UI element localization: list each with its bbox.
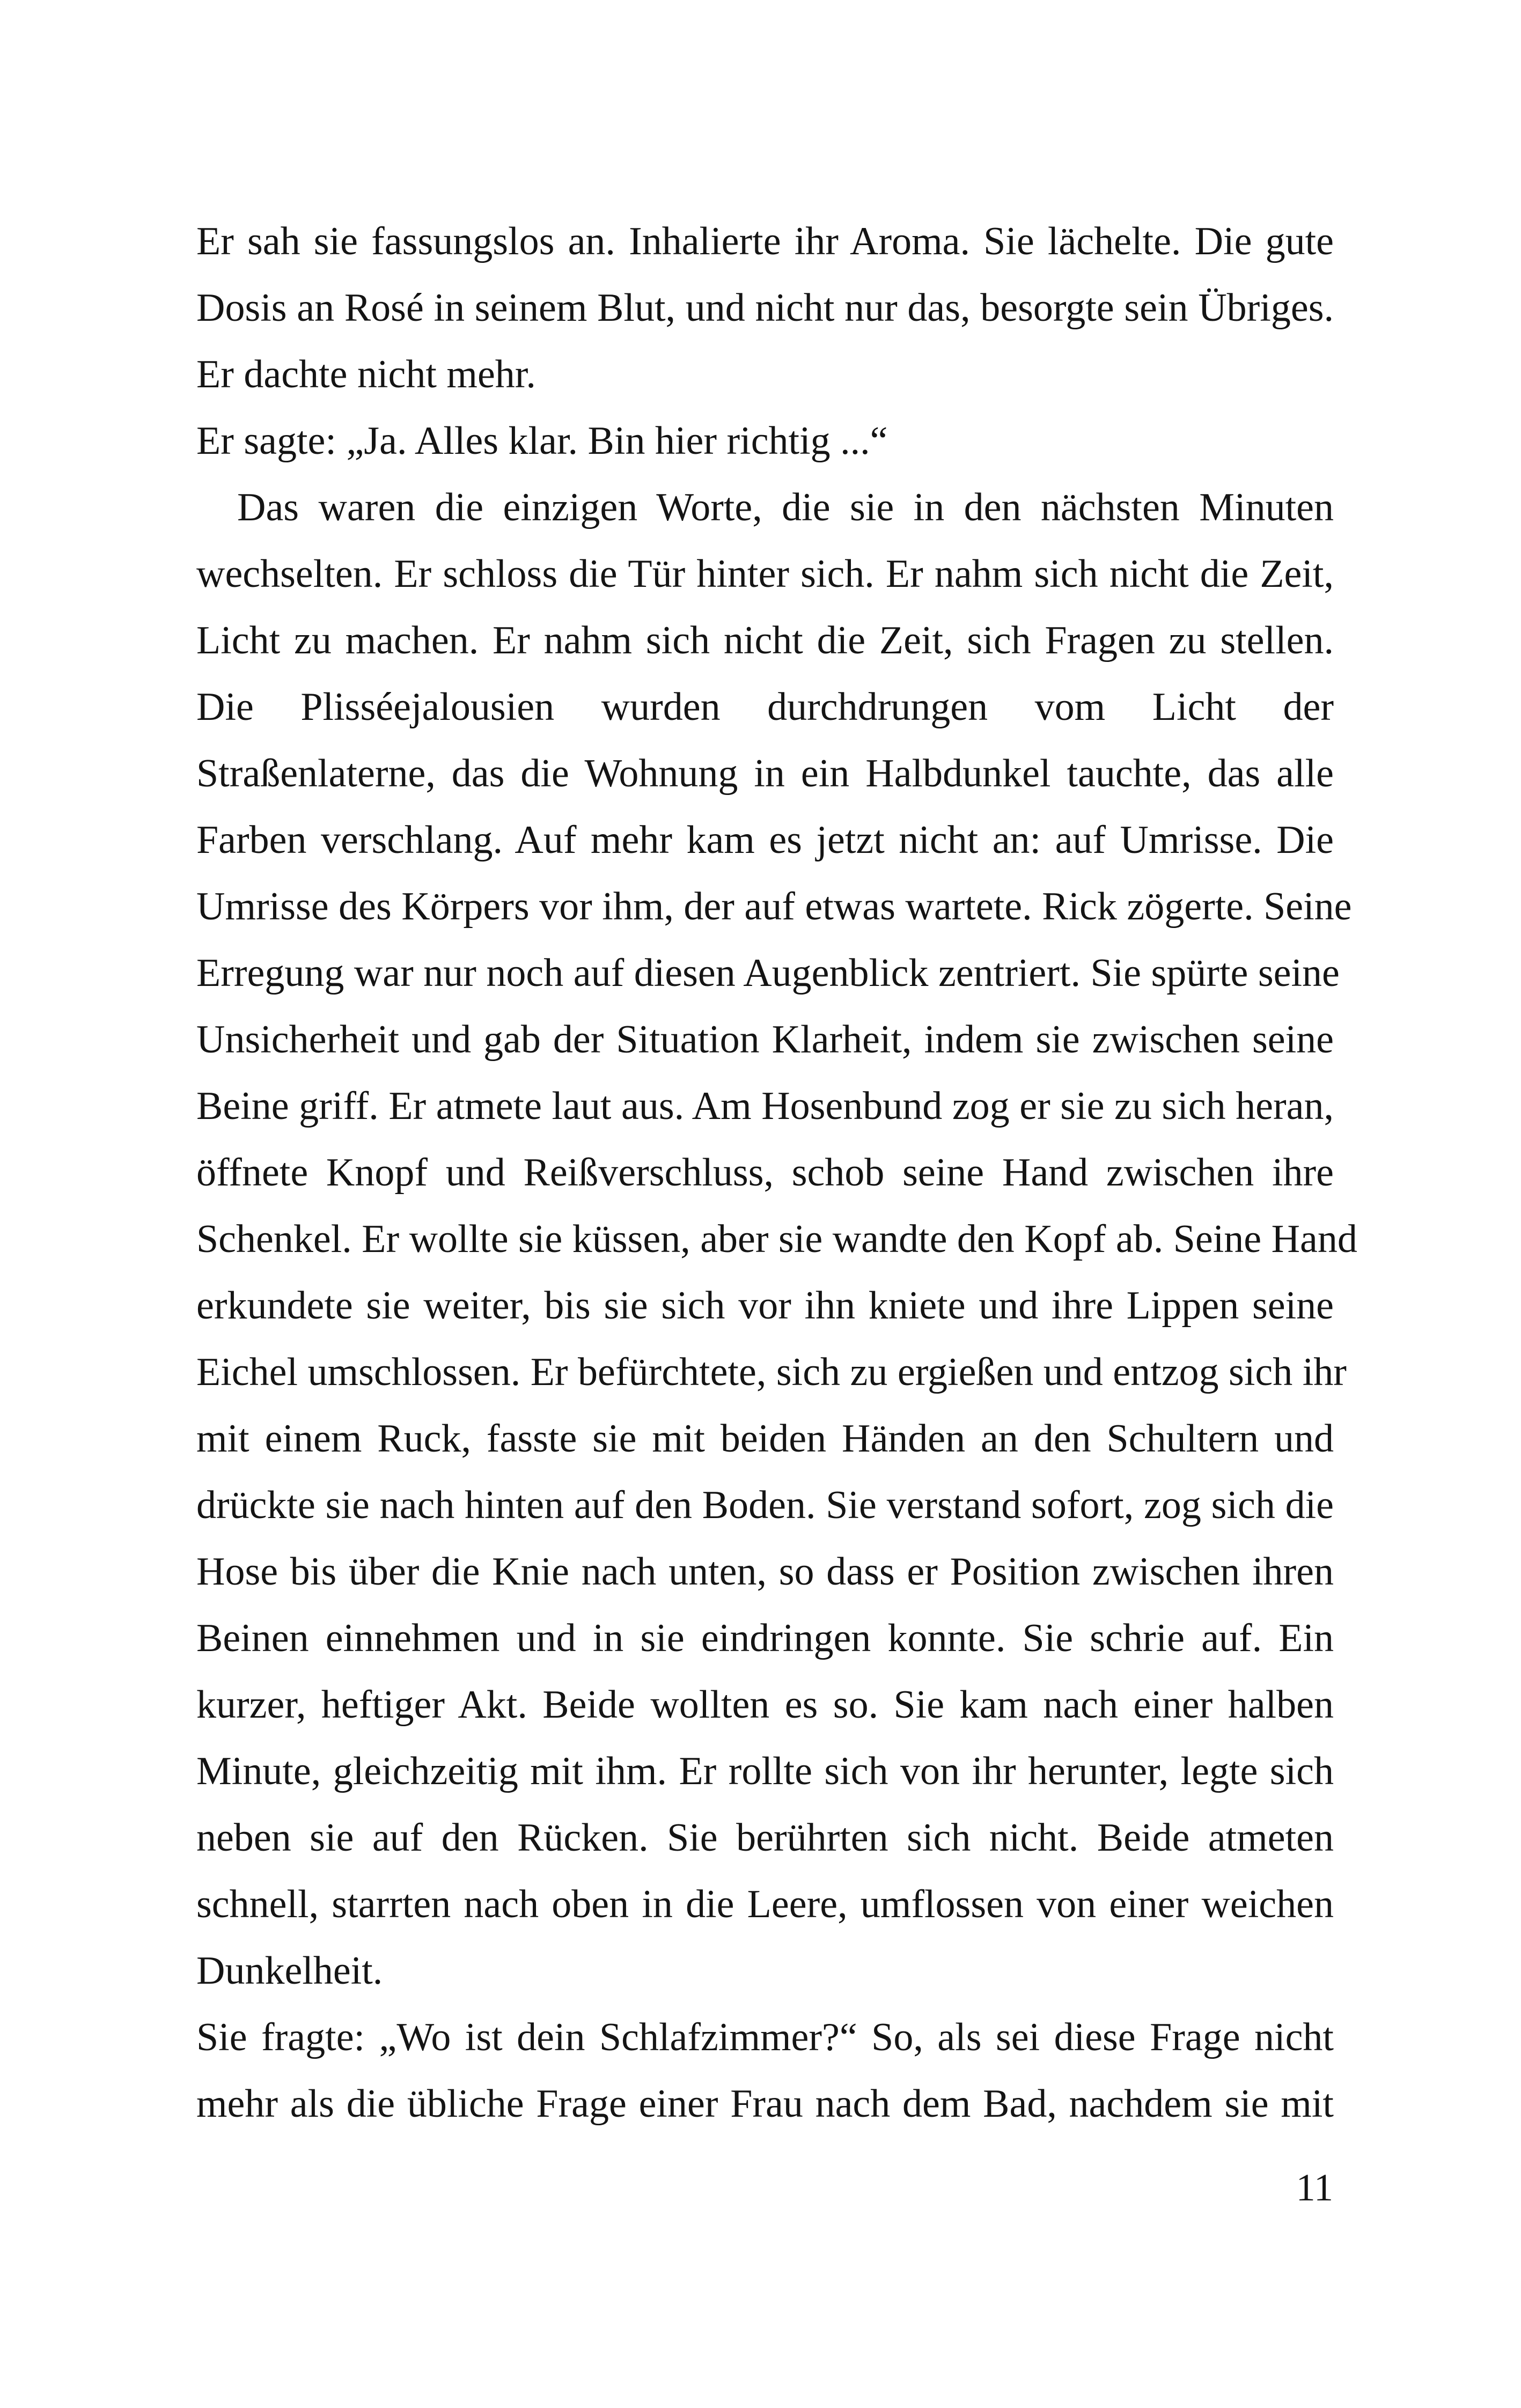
text-line: Umrisse des Körpers vor ihm, der auf etwas wartete. Rick zögerte. Seine xyxy=(196,885,1352,929)
text-line: schnell, starrten nach oben in die Leere, umflossen von einer weichen xyxy=(196,1882,1334,1926)
text-line: wechselten. Er schloss die Tür hinter sich. Er nahm sich nicht die Zeit, xyxy=(196,552,1334,596)
text-line: Eichel umschlossen. Er befürchtete, sich zu ergießen und entzog sich ihr xyxy=(196,1350,1347,1394)
text-line: Straßenlaterne, das die Wohnung in ein Halbdunkel tauchte, das alle xyxy=(196,752,1334,796)
text-line: Die Plisséejalousien wurden durchdrungen vom Licht der xyxy=(196,685,1334,729)
text-line: neben sie auf den Rücken. Sie berührten sich nicht. Beide atmeten xyxy=(196,1816,1334,1860)
text-line: Erregung war nur noch auf diesen Augenblick zentriert. Sie spürte seine xyxy=(196,951,1340,995)
text-line: Minute, gleichzeitig mit ihm. Er rollte sich von ihr herunter, legte sich xyxy=(196,1749,1334,1793)
text-line: Er sah sie fassungslos an. Inhalierte ihr Aroma. Sie lächelte. Die gute xyxy=(196,219,1334,263)
text-line: mit einem Ruck, fasste sie mit beiden Händen an den Schultern und xyxy=(196,1417,1334,1461)
text-line: Das waren die einzigen Worte, die sie in den nächsten Minuten xyxy=(237,485,1334,529)
text-line: Er sagte: „Ja. Alles klar. Bin hier richtig ...“ xyxy=(196,419,888,463)
page-number: 11 xyxy=(1296,2166,1333,2209)
text-line: Er dachte nicht mehr. xyxy=(196,352,536,396)
text-line: Farben verschlang. Auf mehr kam es jetzt nicht an: auf Umrisse. Die xyxy=(196,818,1334,862)
text-line: drückte sie nach hinten auf den Boden. Sie verstand sofort, zog sich die xyxy=(196,1483,1334,1527)
body-text xyxy=(196,208,1357,2137)
text-line: Dunkelheit. xyxy=(196,1949,383,1993)
text-line: Dosis an Rosé in seinem Blut, und nicht nur das, besorgte sein Übriges. xyxy=(196,286,1334,330)
text-line: Unsicherheit und gab der Situation Klarheit, indem sie zwischen seine xyxy=(196,1018,1334,1062)
text-line: kurzer, heftiger Akt. Beide wollten es so. Sie kam nach einer halben xyxy=(196,1683,1334,1727)
text-line: Beine griff. Er atmete laut aus. Am Hosenbund zog er sie zu sich heran, xyxy=(196,1084,1334,1128)
text-line: öffnete Knopf und Reißverschluss, schob seine Hand zwischen ihre xyxy=(196,1151,1334,1195)
text-line: Schenkel. Er wollte sie küssen, aber sie wandte den Kopf ab. Seine Hand xyxy=(196,1217,1357,1261)
text-line: Hose bis über die Knie nach unten, so dass er Position zwischen ihren xyxy=(196,1550,1334,1594)
text-line: Beinen einnehmen und in sie eindringen konnte. Sie schrie auf. Ein xyxy=(196,1616,1334,1660)
text-line: mehr als die übliche Frage einer Frau nach dem Bad, nachdem sie mit xyxy=(196,2082,1334,2126)
text-line: erkundete sie weiter, bis sie sich vor ihn kniete und ihre Lippen seine xyxy=(196,1284,1334,1328)
text-line: Licht zu machen. Er nahm sich nicht die Zeit, sich Fragen zu stellen. xyxy=(196,618,1334,662)
text-line: Sie fragte: „Wo ist dein Schlafzimmer?“ So, als sei diese Frage nicht xyxy=(196,2015,1334,2059)
